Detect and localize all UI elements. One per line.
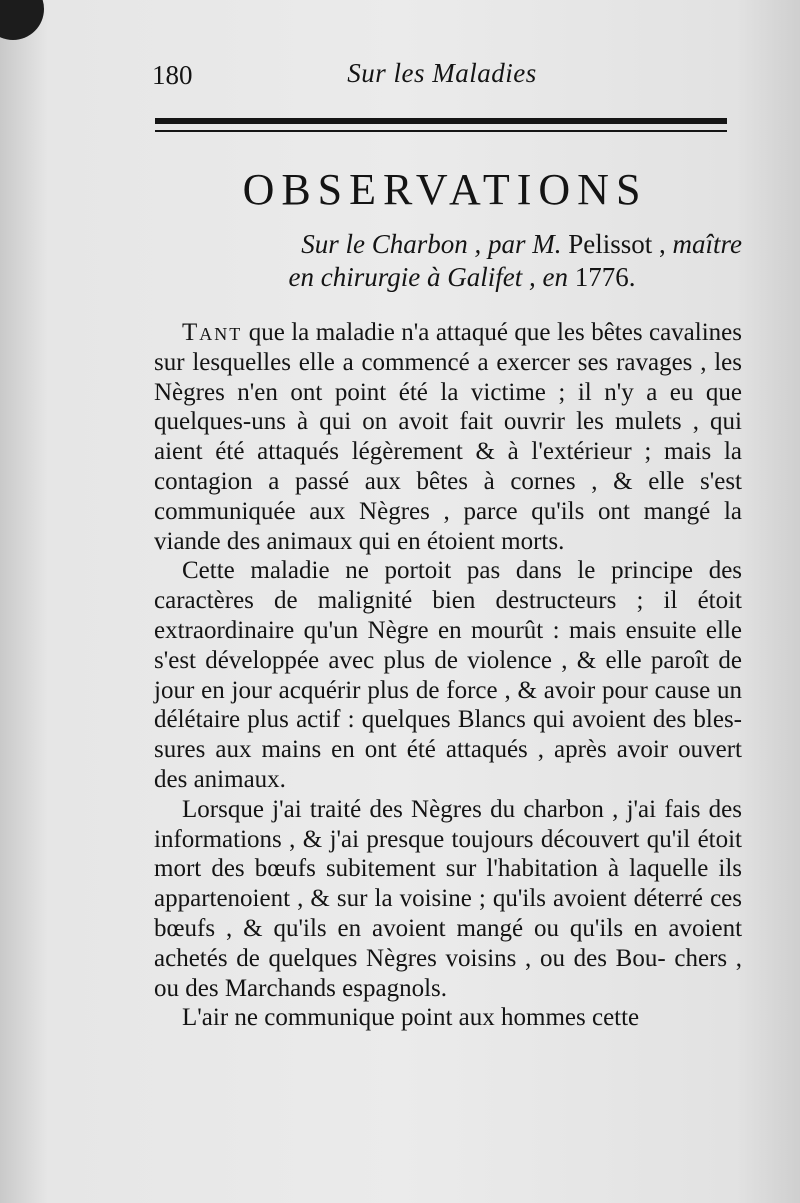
subtitle-location: en chirurgie à Galifet , en — [288, 262, 575, 292]
subtitle-line-2 — [152, 261, 742, 294]
paragraph — [154, 556, 742, 794]
text-line: étoit extraordinaire qu'un Nègre en mourût : — [154, 587, 742, 644]
text-line: qui on avoit fait ouvrir les mulets , qui aient été — [154, 408, 742, 466]
text-line: sur l'habitation à laquelle ils appartenoient , & — [154, 855, 743, 913]
text-line: que la maladie n'a attaqué que les — [242, 319, 585, 346]
subtitle-part-2: maître — [672, 229, 742, 259]
text-line: mangé la viande des animaux qui en étoient — [154, 497, 742, 555]
paragraph — [154, 795, 742, 1004]
page-number: 180 — [152, 60, 193, 90]
text-line: chers , ou des Marchands espagnols. — [154, 944, 743, 1002]
text-line: morts. — [501, 527, 565, 555]
text-line: sures aux mains en ont été attaqués , après avoir — [154, 736, 669, 764]
text-line: plus de force , & avoir pour cause un délétaire — [154, 676, 742, 734]
author-name: Pelissot , — [561, 229, 673, 259]
text-line: été la victime ; il n'y a eu que quelques-uns à — [154, 378, 742, 436]
text-line: des caractères de malignité bien destructeurs ; il — [154, 557, 743, 615]
section-title: OBSERVATIONS — [242, 165, 648, 214]
text-line: bêtes cavalines sur lesquelles elle a commencé — [154, 319, 742, 376]
page-header — [152, 56, 732, 96]
lead-word: Tant — [182, 319, 243, 346]
paragraph — [154, 1003, 742, 1033]
text-line: violence , & elle paroît de jour en jour acquérir — [154, 646, 742, 704]
text-line: ouvert des animaux. — [154, 736, 742, 793]
text-line: attaqués légèrement & à l'extérieur ; mais la — [257, 438, 742, 466]
text-line: L'air ne communique point aux hommes cette — [182, 1004, 640, 1032]
text-line: Cette maladie ne portoit pas dans le principe — [182, 557, 693, 585]
text-line: sur la voisine ; qu'ils avoient déterré ces bœufs , — [154, 885, 742, 942]
body-text — [154, 318, 742, 1033]
text-line: j'ai fais des informations , & j'ai presque toujours — [154, 795, 743, 853]
header-rule-thin — [155, 130, 727, 132]
text-line: & qu'ils en avoient mangé ou qu'ils en avoient — [243, 914, 743, 942]
subtitle-part-1: Sur le Charbon , par M. — [301, 229, 562, 259]
text-line: achetés de quelques Nègres voisins , ou des Bou- — [154, 944, 666, 972]
subtitle-year: 1776. — [574, 262, 636, 292]
paragraph — [154, 318, 742, 556]
text-line: plus actif : quelques Blancs qui avoient des bles- — [247, 706, 742, 734]
text-line: a exercer ses ravages , les Nègres n'en ont point — [154, 348, 742, 406]
text-line: Lorsque j'ai traité des Nègres du charbon , — [182, 795, 619, 823]
page-corner-shadow — [0, 0, 44, 40]
text-line: découvert qu'il étoit mort des bœufs subitement — [154, 825, 743, 883]
header-rule-thick — [155, 118, 727, 124]
text-line: s'est communiquée aux Nègres , parce qu'ils ont — [154, 467, 742, 525]
section-subtitle — [152, 228, 742, 294]
running-title: Sur les Maladies — [347, 58, 537, 88]
text-line: contagion a passé aux bêtes à cornes , & elle — [154, 467, 685, 495]
subtitle-line-1 — [152, 228, 742, 261]
text-line: mais ensuite elle s'est développée avec plus de — [154, 616, 742, 674]
